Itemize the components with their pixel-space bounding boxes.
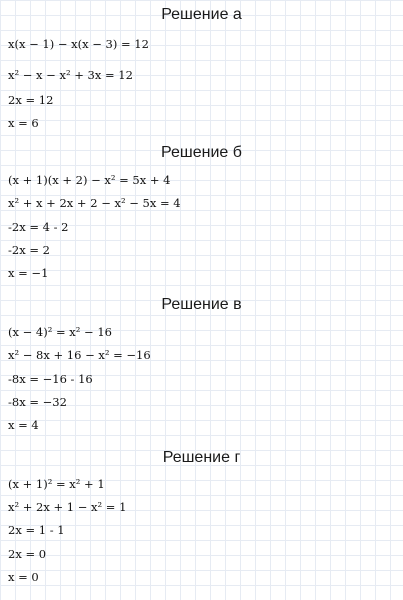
section-a-line-2: x² − x − x² + 3x = 12	[8, 68, 133, 82]
section-d-line-4: 2x = 0	[8, 547, 47, 561]
section-c-line-3: -8x = −16 - 16	[8, 372, 93, 386]
section-d-title: Решение г	[162, 449, 241, 466]
section-c-line-4: -8x = −32	[8, 395, 67, 409]
section-b-line-1: (x + 1)(x + 2) − x² = 5x + 4	[8, 173, 171, 187]
section-a-line-3: 2x = 12	[8, 93, 54, 107]
section-d-line-2: x² + 2x + 1 − x² = 1	[8, 500, 127, 514]
section-b-line-4: -2x = 2	[8, 243, 50, 257]
section-a-line-4: x = 6	[8, 116, 39, 130]
section-b-line-5: x = −1	[8, 266, 49, 280]
section-c-title: Решение в	[161, 296, 242, 313]
section-d-line-1: (x + 1)² = x² + 1	[8, 477, 105, 491]
section-a-line-1: x(x − 1) − x(x − 3) = 12	[8, 37, 149, 51]
section-b-line-2: x² + x + 2x + 2 − x² − 5x = 4	[8, 196, 181, 210]
section-b-title: Решение б	[161, 144, 242, 161]
section-d-line-5: x = 0	[8, 570, 39, 584]
section-c-line-5: x = 4	[8, 418, 39, 432]
section-c-line-2: x² − 8x + 16 − x² = −16	[8, 348, 151, 362]
section-c-line-1: (x − 4)² = x² − 16	[8, 325, 112, 339]
section-a-title: Решение а	[161, 6, 242, 23]
section-b-line-3: -2x = 4 - 2	[8, 220, 69, 234]
section-d-line-3: 2x = 1 - 1	[8, 523, 65, 537]
